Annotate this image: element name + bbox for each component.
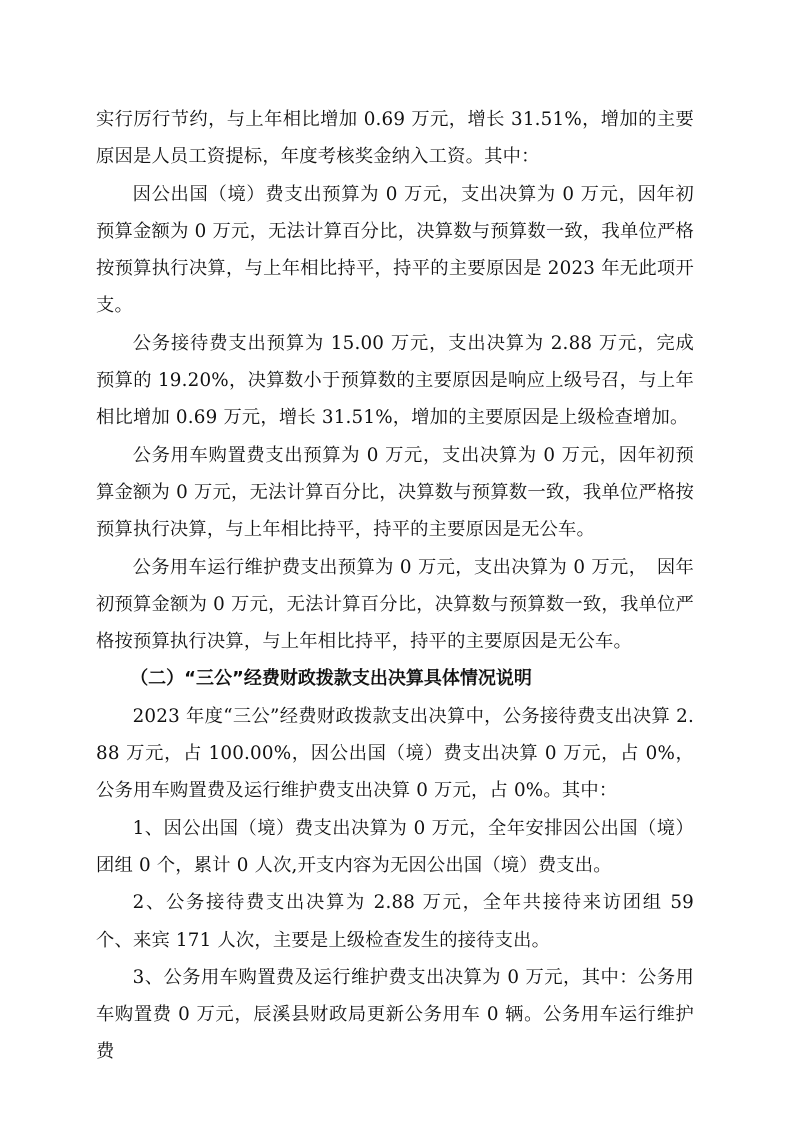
paragraph-item-2: 2、公务接待费支出决算为 2.88 万元，全年共接待来访团组 59 个、来宾 171 人次，主要是上级检查发生的接待支出。 bbox=[96, 892, 694, 951]
paragraph-vehicle-purchase: 公务用车购置费支出预算为 0 万元，支出决算为 0 万元，因年初预算金额为 0 万元，无法计算百分比，决算数与预算数一致，我单位严格按预算执行决算，与上年相比持平，持平的主要原因是无公车。 bbox=[96, 444, 694, 541]
paragraph-overseas-travel: 因公出国（境）费支出预算为 0 万元，支出决算为 0 万元，因年初预算金额为 0 万元，无法计算百分比，决算数与预算数一致，我单位严格按预算执行决算，与上年相比持平，持平的主要原因是 2023 年无此项开支。 bbox=[96, 183, 694, 317]
section-heading: （二）“三公”经费财政拨款支出决算具体情况说明 bbox=[130, 668, 532, 690]
paragraph-reception: 公务接待费支出预算为 15.00 万元，支出决算为 2.88 万元，完成预算的 19.20%，决算数小于预算数的主要原因是响应上级号召，与上年相比增加 0.69 万元，增长 31.51%，增加的主要原因是上级检查增加。 bbox=[96, 332, 694, 429]
document-body bbox=[96, 101, 694, 1071]
paragraph-item-1: 1、因公出国（境）费支出决算为 0 万元，全年安排因公出国（境）团组 0 个，累计 0 人次,开支内容为无因公出国（境）费支出。 bbox=[96, 817, 694, 876]
paragraph-item-3: 3、公务用车购置费及运行维护费支出决算为 0 万元，其中：公务用车购置费 0 万元，辰溪县财政局更新公务用车 0 辆。公务用车运行维护费 bbox=[96, 966, 694, 1063]
paragraph-continuation: 实行厉行节约，与上年相比增加 0.69 万元，增长 31.51%，增加的主要原因是人员工资提标，年度考核奖金纳入工资。其中： bbox=[96, 109, 694, 168]
paragraph-vehicle-maintenance: 公务用车运行维护费支出预算为 0 万元，支出决算为 0 万元， 因年初预算金额为 0 万元，无法计算百分比，决算数与预算数一致，我单位严格按预算执行决算，与上年相比持平，持平的主要原因是无公车。 bbox=[96, 556, 694, 653]
paragraph-summary: 2023 年度“三公”经费财政拨款支出决算中，公务接待费支出决算 2.88 万元，占 100.00%，因公出国（境）费支出决算 0 万元，占 0%，公务用车购置费及运行维护费支出决算 0 万元，占 0%。其中： bbox=[96, 705, 694, 802]
